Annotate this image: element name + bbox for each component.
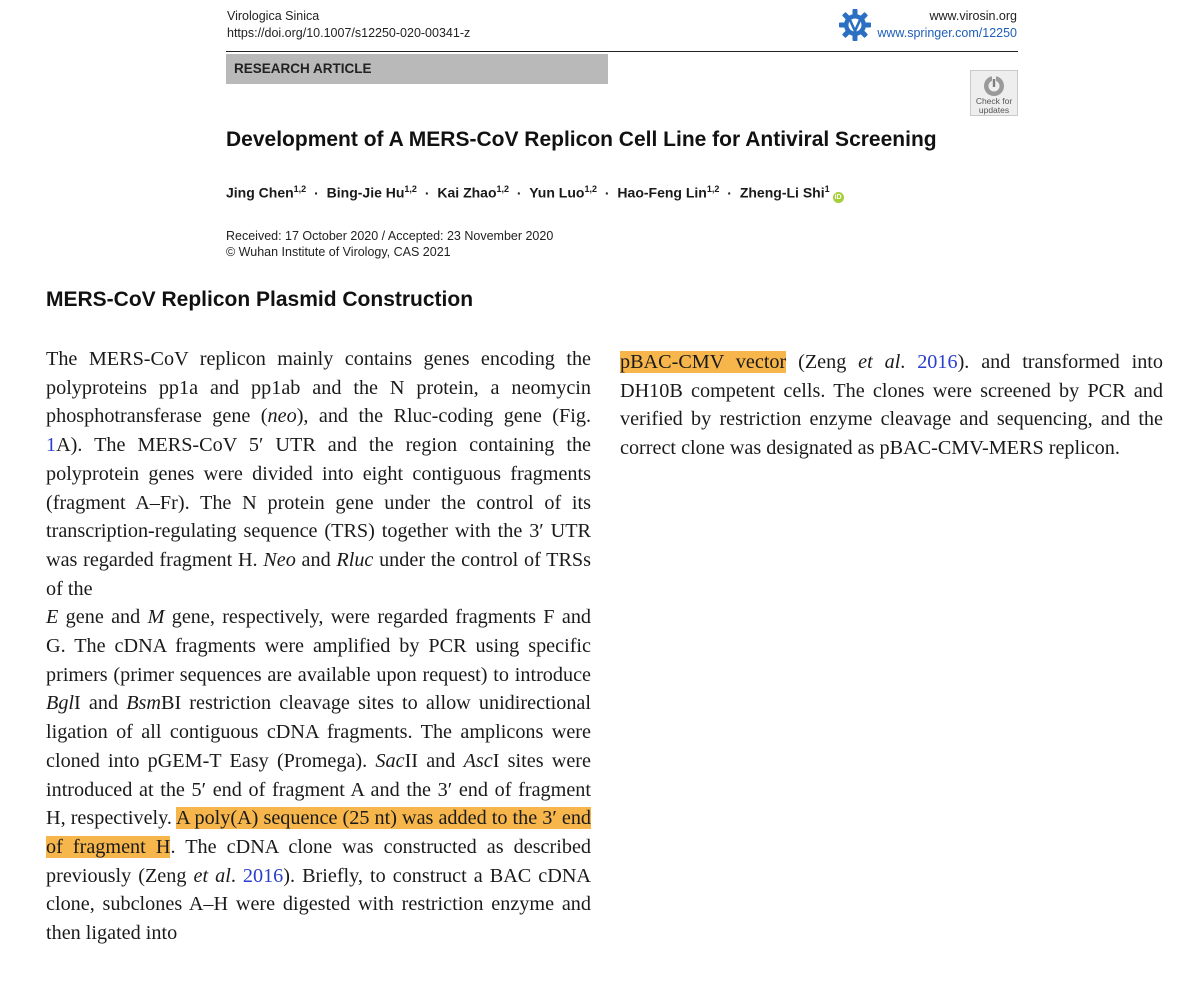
body-text: I and	[74, 692, 127, 715]
enzyme-term: Bgl	[46, 692, 75, 715]
author-affiliation: 1,2	[293, 184, 307, 194]
enzyme-term: Bsm	[126, 692, 161, 715]
author-affiliation: 1,2	[496, 184, 510, 194]
body-text: BI restriction cleavage sites to allow unidirectional ligation of all contiguous cDNA fragments. The amplicons were cloned into pGEM-T Easy (Promega).	[46, 692, 592, 772]
gene-term: E	[46, 606, 59, 629]
check-updates-icon	[982, 74, 1006, 98]
copyright-line: © Wuhan Institute of Virology, CAS 2021	[226, 245, 451, 259]
gene-term: Rluc	[336, 548, 374, 571]
site-url[interactable]: www.virosin.org	[929, 9, 1017, 23]
body-column-left	[46, 345, 591, 948]
author-affiliation: 1	[824, 184, 830, 194]
body-text: (Zeng	[786, 351, 859, 373]
body-column-right	[620, 348, 1163, 463]
author-name[interactable]: Hao-Feng Lin	[617, 184, 707, 201]
enzyme-term: Asc	[463, 749, 493, 772]
journal-site	[877, 8, 1017, 42]
body-text: under the control of TRSs of the	[46, 548, 592, 600]
author-separator: ·	[604, 184, 610, 201]
gene-term: Neo	[263, 548, 296, 571]
header-rule	[226, 51, 1018, 52]
author-list	[226, 178, 844, 204]
author-name[interactable]: Yun Luo	[529, 184, 585, 201]
highlighted-text[interactable]: A poly(A) sequence (25 nt) was added to the 3′ end of fragment H	[46, 807, 592, 858]
check-for-updates-badge[interactable]	[970, 70, 1018, 116]
citation-year-link[interactable]: 2016	[242, 864, 284, 887]
gene-term: neo	[267, 405, 297, 428]
article-dates	[226, 228, 553, 260]
check-updates-line1: Check for	[975, 96, 1013, 106]
body-text: ). and transformed into DH10B competent cells. The clones were screened by PCR and verified by restriction enzyme cleavage and sequencing, and the correct clone was designated as pBAC-CMV-MERS replicon.	[620, 351, 1163, 460]
citation-etal: et al	[858, 351, 901, 373]
body-text: gene, respectively, were regarded fragments F and G. The cDNA fragments were amplified by PCR using specific primers (primer sequences are available upon request) to introduce	[46, 606, 592, 686]
author-separator: ·	[727, 184, 732, 201]
body-text: A). The MERS-CoV 5′ UTR and the region containing the polyprotein genes were divided into eight contiguous fragments (fragment A–Fr). The N protein gene under the control of its transcription-regulating sequence (TRS) together with the 3′ UTR was regarded fragment H.	[46, 434, 591, 571]
section-heading: MERS-CoV Replicon Plasmid Construction	[46, 288, 474, 311]
author-name[interactable]: Jing Chen	[226, 184, 294, 201]
author-name[interactable]: Zheng-Li Shi	[739, 184, 825, 201]
orcid-icon[interactable]: iD	[834, 193, 842, 201]
body-text: gene and	[58, 606, 148, 629]
virosin-gear-logo-icon	[838, 8, 872, 42]
doi-link[interactable]: https://doi.org/10.1007/s12250-020-00341-z	[227, 26, 471, 40]
enzyme-term: Sac	[375, 749, 405, 772]
author-name[interactable]: Bing-Jie Hu	[326, 184, 405, 201]
body-text: The MERS-CoV replicon mainly contains genes encoding the polyproteins pp1a and pp1ab and the N protein, a neomycin phosphotransferase gene (	[46, 348, 591, 428]
body-text: .	[230, 864, 243, 887]
author-separator: ·	[516, 184, 522, 201]
citation-year-link[interactable]: 2016	[917, 351, 958, 373]
article-title: Development of A MERS-CoV Replicon Cell Line for Antiviral Screening	[226, 128, 937, 151]
author-affiliation: 1,2	[404, 184, 417, 194]
body-text: ). Briefly, to construct a BAC cDNA clone, subclones A–H were digested with restriction enzyme and then ligated into	[46, 864, 591, 945]
body-text: and	[295, 548, 337, 571]
author-affiliation: 1,2	[584, 184, 597, 194]
check-updates-line2: updates	[978, 105, 1010, 115]
body-text: I sites were introduced at the 5′ end of fragment A and the 3′ end of fragment H, respectively.	[46, 749, 591, 830]
author-separator: ·	[424, 184, 430, 201]
highlighted-text[interactable]: pBAC-CMV vector	[620, 351, 787, 373]
body-text: ), and the Rluc-coding gene (Fig.	[296, 405, 591, 428]
body-text: .	[900, 351, 918, 373]
body-text: II and	[404, 749, 464, 772]
body-text: . The cDNA clone was constructed as described previously (Zeng	[46, 835, 591, 887]
author-separator: ·	[314, 184, 319, 201]
check-updates-label	[971, 97, 1017, 115]
article-type-banner: RESEARCH ARTICLE	[226, 54, 608, 84]
received-accepted-dates: Received: 17 October 2020 / Accepted: 23 November 2020	[226, 229, 554, 243]
journal-info	[227, 8, 470, 42]
journal-name: Virologica Sinica	[227, 9, 320, 23]
gene-term: M	[147, 606, 165, 629]
figure-reference-link[interactable]: 1	[46, 434, 57, 457]
author-name[interactable]: Kai Zhao	[437, 184, 497, 201]
citation-etal: et al	[193, 864, 231, 887]
author-affiliation: 1,2	[706, 184, 720, 194]
springer-link[interactable]: www.springer.com/12250	[877, 26, 1017, 40]
